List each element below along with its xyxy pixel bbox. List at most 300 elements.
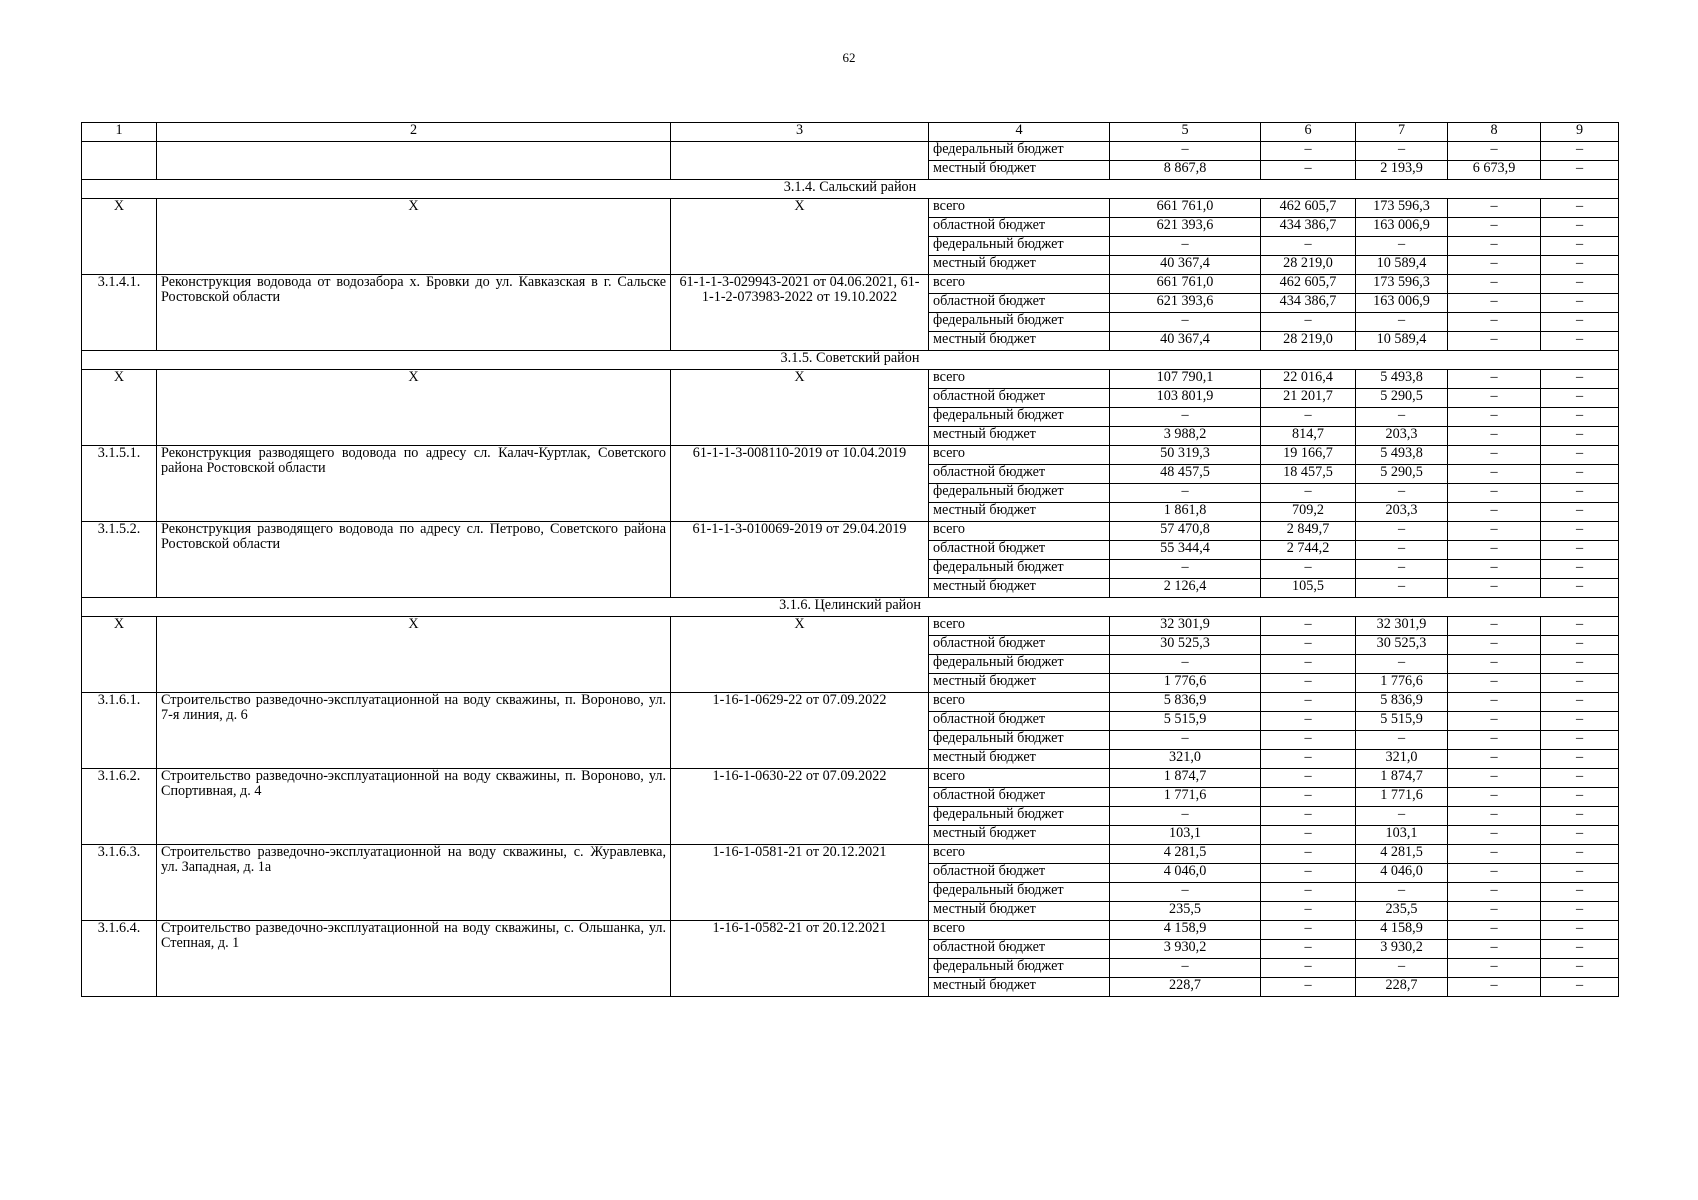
budget-value: –	[1541, 256, 1619, 275]
budget-value: –	[1541, 389, 1619, 408]
budget-label: федеральный бюджет	[929, 655, 1110, 674]
budget-value: –	[1448, 199, 1541, 218]
summary-mark: Х	[157, 617, 671, 693]
budget-value: –	[1261, 826, 1356, 845]
budget-label: федеральный бюджет	[929, 560, 1110, 579]
budget-value: –	[1541, 465, 1619, 484]
budget-value: –	[1541, 617, 1619, 636]
budget-value: –	[1448, 826, 1541, 845]
budget-value: –	[1448, 693, 1541, 712]
budget-value: –	[1541, 788, 1619, 807]
item-number: 3.1.6.4.	[82, 921, 157, 997]
budget-value: 1 874,7	[1110, 769, 1261, 788]
budget-value: –	[1261, 142, 1356, 161]
budget-value: 28 219,0	[1261, 256, 1356, 275]
budget-value: –	[1261, 617, 1356, 636]
budget-label: всего	[929, 845, 1110, 864]
item-number: 3.1.6.1.	[82, 693, 157, 769]
budget-value: –	[1541, 541, 1619, 560]
budget-value: 1 776,6	[1110, 674, 1261, 693]
budget-value: 105,5	[1261, 579, 1356, 598]
budget-value: –	[1261, 769, 1356, 788]
item-name: Строительство разведочно-эксплуатационной на воду скважины, с. Журавлевка, ул. Западная, д. 1а	[157, 845, 671, 921]
budget-value: –	[1261, 845, 1356, 864]
section-row	[82, 351, 1619, 370]
budget-value: –	[1356, 883, 1448, 902]
budget-label: местный бюджет	[929, 427, 1110, 446]
budget-value: –	[1541, 921, 1619, 940]
budget-value: –	[1261, 940, 1356, 959]
empty-cell	[82, 142, 157, 180]
budget-label: областной бюджет	[929, 712, 1110, 731]
budget-label: местный бюджет	[929, 674, 1110, 693]
budget-label: федеральный бюджет	[929, 484, 1110, 503]
budget-value: 50 319,3	[1110, 446, 1261, 465]
budget-value: 814,7	[1261, 427, 1356, 446]
budget-value: –	[1356, 408, 1448, 427]
budget-value: –	[1448, 636, 1541, 655]
budget-value: 30 525,3	[1110, 636, 1261, 655]
budget-value: 3 930,2	[1110, 940, 1261, 959]
budget-value: –	[1110, 731, 1261, 750]
budget-value: 5 836,9	[1110, 693, 1261, 712]
budget-value: –	[1448, 427, 1541, 446]
budget-value: 321,0	[1356, 750, 1448, 769]
budget-value: –	[1261, 712, 1356, 731]
table-row	[82, 845, 1619, 864]
budget-value: 10 589,4	[1356, 332, 1448, 351]
budget-value: –	[1261, 408, 1356, 427]
budget-value: –	[1261, 921, 1356, 940]
budget-value: –	[1261, 655, 1356, 674]
budget-value: 28 219,0	[1261, 332, 1356, 351]
budget-value: –	[1110, 655, 1261, 674]
budget-value: –	[1448, 294, 1541, 313]
budget-value: 1 771,6	[1356, 788, 1448, 807]
budget-value: –	[1261, 237, 1356, 256]
budget-value: –	[1541, 522, 1619, 541]
budget-label: федеральный бюджет	[929, 883, 1110, 902]
budget-value: 48 457,5	[1110, 465, 1261, 484]
budget-value: –	[1261, 807, 1356, 826]
budget-value: –	[1356, 142, 1448, 161]
budget-value: –	[1541, 674, 1619, 693]
budget-label: всего	[929, 275, 1110, 294]
budget-value: –	[1448, 579, 1541, 598]
section-title: 3.1.5. Советский район	[82, 351, 1619, 370]
summary-mark: Х	[671, 199, 929, 275]
budget-label: федеральный бюджет	[929, 237, 1110, 256]
item-document: 1-16-1-0630-22 от 07.09.2022	[671, 769, 929, 845]
item-name: Реконструкция разводящего водовода по адресу сл. Петрово, Советского района Ростовской области	[157, 522, 671, 598]
budget-value: 173 596,3	[1356, 275, 1448, 294]
column-header: 1	[82, 123, 157, 142]
section-row	[82, 180, 1619, 199]
budget-value: –	[1541, 978, 1619, 997]
item-document: 1-16-1-0582-21 от 20.12.2021	[671, 921, 929, 997]
budget-label: всего	[929, 769, 1110, 788]
budget-value: –	[1541, 370, 1619, 389]
budget-value: –	[1448, 750, 1541, 769]
budget-value: 1 776,6	[1356, 674, 1448, 693]
summary-mark: Х	[671, 370, 929, 446]
budget-value: 434 386,7	[1261, 294, 1356, 313]
budget-value: 4 046,0	[1356, 864, 1448, 883]
budget-value: –	[1110, 807, 1261, 826]
item-document: 61-1-1-3-010069-2019 от 29.04.2019	[671, 522, 929, 598]
budget-value: –	[1356, 237, 1448, 256]
budget-value: –	[1541, 826, 1619, 845]
budget-value: –	[1448, 959, 1541, 978]
budget-value: –	[1356, 560, 1448, 579]
budget-value: 621 393,6	[1110, 218, 1261, 237]
budget-value: 30 525,3	[1356, 636, 1448, 655]
budget-value: –	[1261, 902, 1356, 921]
budget-label: областной бюджет	[929, 636, 1110, 655]
budget-value: –	[1448, 731, 1541, 750]
budget-value: –	[1448, 237, 1541, 256]
budget-label: всего	[929, 370, 1110, 389]
budget-label: областной бюджет	[929, 940, 1110, 959]
budget-value: 4 046,0	[1110, 864, 1261, 883]
budget-value: 40 367,4	[1110, 256, 1261, 275]
budget-value: –	[1261, 313, 1356, 332]
budget-value: 228,7	[1110, 978, 1261, 997]
budget-value: 5 493,8	[1356, 370, 1448, 389]
item-document: 61-1-1-3-029943-2021 от 04.06.2021, 61-1-1-2-073983-2022 от 19.10.2022	[671, 275, 929, 351]
budget-value: –	[1541, 484, 1619, 503]
column-header: 7	[1356, 123, 1448, 142]
budget-value: –	[1541, 503, 1619, 522]
budget-value: 55 344,4	[1110, 541, 1261, 560]
budget-value: –	[1448, 978, 1541, 997]
budget-value: –	[1541, 655, 1619, 674]
budget-value: –	[1541, 237, 1619, 256]
budget-value: 661 761,0	[1110, 199, 1261, 218]
budget-value: –	[1448, 408, 1541, 427]
budget-value: –	[1448, 807, 1541, 826]
budget-value: 103 801,9	[1110, 389, 1261, 408]
budget-value: 4 158,9	[1356, 921, 1448, 940]
budget-value: 321,0	[1110, 750, 1261, 769]
budget-value: –	[1261, 674, 1356, 693]
budget-value: 235,5	[1356, 902, 1448, 921]
budget-value: 163 006,9	[1356, 294, 1448, 313]
budget-value: –	[1448, 446, 1541, 465]
budget-value: 5 290,5	[1356, 465, 1448, 484]
budget-value: –	[1448, 332, 1541, 351]
budget-value: 19 166,7	[1261, 446, 1356, 465]
table-row	[82, 693, 1619, 712]
summary-mark: Х	[157, 199, 671, 275]
budget-label: всего	[929, 693, 1110, 712]
budget-value: –	[1448, 864, 1541, 883]
budget-label: местный бюджет	[929, 750, 1110, 769]
budget-table	[81, 122, 1619, 997]
summary-mark: Х	[82, 199, 157, 275]
budget-value: –	[1448, 655, 1541, 674]
budget-value: –	[1356, 579, 1448, 598]
budget-value: –	[1541, 731, 1619, 750]
budget-value: –	[1541, 294, 1619, 313]
budget-value: 1 874,7	[1356, 769, 1448, 788]
budget-label: федеральный бюджет	[929, 959, 1110, 978]
budget-value: 235,5	[1110, 902, 1261, 921]
item-number: 3.1.6.2.	[82, 769, 157, 845]
column-header: 9	[1541, 123, 1619, 142]
budget-value: –	[1541, 769, 1619, 788]
budget-label: областной бюджет	[929, 389, 1110, 408]
budget-value: –	[1448, 389, 1541, 408]
table-row	[82, 142, 1619, 161]
budget-value: 57 470,8	[1110, 522, 1261, 541]
budget-label: местный бюджет	[929, 256, 1110, 275]
budget-value: –	[1541, 864, 1619, 883]
budget-value: –	[1261, 161, 1356, 180]
item-name: Реконструкция водовода от водозабора х. Бровки до ул. Кавказская в г. Сальске Ростовской области	[157, 275, 671, 351]
column-header: 2	[157, 123, 671, 142]
budget-value: –	[1541, 332, 1619, 351]
budget-value: –	[1541, 275, 1619, 294]
budget-value: 5 290,5	[1356, 389, 1448, 408]
budget-value: –	[1448, 275, 1541, 294]
budget-value: –	[1541, 560, 1619, 579]
budget-value: –	[1356, 522, 1448, 541]
table-row	[82, 921, 1619, 940]
budget-value: 462 605,7	[1261, 275, 1356, 294]
budget-value: –	[1541, 579, 1619, 598]
budget-value: 1 771,6	[1110, 788, 1261, 807]
budget-value: –	[1448, 712, 1541, 731]
budget-label: местный бюджет	[929, 978, 1110, 997]
budget-value: 163 006,9	[1356, 218, 1448, 237]
budget-value: –	[1448, 541, 1541, 560]
budget-value: –	[1448, 940, 1541, 959]
budget-value: 2 849,7	[1261, 522, 1356, 541]
budget-value: –	[1261, 864, 1356, 883]
budget-value: –	[1541, 940, 1619, 959]
budget-value: 4 281,5	[1356, 845, 1448, 864]
budget-value: –	[1541, 959, 1619, 978]
budget-value: –	[1541, 313, 1619, 332]
budget-value: –	[1541, 636, 1619, 655]
item-number: 3.1.5.2.	[82, 522, 157, 598]
budget-value: –	[1541, 750, 1619, 769]
budget-label: федеральный бюджет	[929, 313, 1110, 332]
budget-value: –	[1448, 560, 1541, 579]
budget-value: 173 596,3	[1356, 199, 1448, 218]
budget-value: –	[1541, 427, 1619, 446]
item-document: 61-1-1-3-008110-2019 от 10.04.2019	[671, 446, 929, 522]
budget-value: –	[1541, 446, 1619, 465]
column-header: 8	[1448, 123, 1541, 142]
budget-value: 434 386,7	[1261, 218, 1356, 237]
budget-value: 107 790,1	[1110, 370, 1261, 389]
budget-label: областной бюджет	[929, 218, 1110, 237]
budget-value: –	[1448, 902, 1541, 921]
page-number: 62	[842, 50, 856, 65]
summary-row	[82, 199, 1619, 218]
budget-value: 203,3	[1356, 503, 1448, 522]
budget-value: –	[1261, 636, 1356, 655]
budget-value: 103,1	[1356, 826, 1448, 845]
budget-value: –	[1448, 313, 1541, 332]
budget-value: –	[1448, 370, 1541, 389]
budget-value: 462 605,7	[1261, 199, 1356, 218]
budget-value: –	[1448, 218, 1541, 237]
section-title: 3.1.6. Целинский район	[82, 598, 1619, 617]
budget-value: –	[1448, 674, 1541, 693]
budget-value: –	[1448, 142, 1541, 161]
budget-value: –	[1448, 788, 1541, 807]
budget-value: –	[1261, 731, 1356, 750]
budget-value: 22 016,4	[1261, 370, 1356, 389]
budget-label: местный бюджет	[929, 902, 1110, 921]
budget-label: областной бюджет	[929, 541, 1110, 560]
budget-value: 5 493,8	[1356, 446, 1448, 465]
budget-value: –	[1541, 883, 1619, 902]
budget-value: –	[1448, 617, 1541, 636]
budget-value: 2 193,9	[1356, 161, 1448, 180]
budget-value: 2 126,4	[1110, 579, 1261, 598]
budget-value: –	[1356, 959, 1448, 978]
budget-value: 621 393,6	[1110, 294, 1261, 313]
item-document: 1-16-1-0581-21 от 20.12.2021	[671, 845, 929, 921]
budget-value: 661 761,0	[1110, 275, 1261, 294]
budget-value: –	[1448, 503, 1541, 522]
budget-value: –	[1110, 408, 1261, 427]
budget-value: –	[1541, 161, 1619, 180]
empty-cell	[671, 142, 929, 180]
budget-value: –	[1541, 693, 1619, 712]
budget-value: 3 988,2	[1110, 427, 1261, 446]
budget-label: федеральный бюджет	[929, 408, 1110, 427]
budget-value: –	[1261, 883, 1356, 902]
budget-label: областной бюджет	[929, 465, 1110, 484]
budget-value: 18 457,5	[1261, 465, 1356, 484]
budget-value: –	[1110, 560, 1261, 579]
budget-value: 40 367,4	[1110, 332, 1261, 351]
budget-value: –	[1356, 313, 1448, 332]
budget-value: –	[1356, 731, 1448, 750]
budget-label: местный бюджет	[929, 332, 1110, 351]
budget-value: –	[1110, 142, 1261, 161]
summary-row	[82, 370, 1619, 389]
budget-value: –	[1448, 845, 1541, 864]
budget-value: 6 673,9	[1448, 161, 1541, 180]
budget-value: 32 301,9	[1356, 617, 1448, 636]
table-row	[82, 446, 1619, 465]
budget-label: всего	[929, 522, 1110, 541]
item-number: 3.1.5.1.	[82, 446, 157, 522]
budget-label: федеральный бюджет	[929, 807, 1110, 826]
budget-value: 1 861,8	[1110, 503, 1261, 522]
summary-mark: Х	[157, 370, 671, 446]
budget-value: 5 836,9	[1356, 693, 1448, 712]
budget-value: –	[1448, 465, 1541, 484]
budget-label: всего	[929, 921, 1110, 940]
budget-value: –	[1448, 256, 1541, 275]
item-number: 3.1.6.3.	[82, 845, 157, 921]
budget-label: всего	[929, 199, 1110, 218]
budget-value: 103,1	[1110, 826, 1261, 845]
budget-value: –	[1110, 484, 1261, 503]
budget-value: –	[1448, 769, 1541, 788]
table-header-row	[82, 123, 1619, 142]
budget-value: –	[1541, 408, 1619, 427]
budget-value: 3 930,2	[1356, 940, 1448, 959]
item-name: Строительство разведочно-эксплуатационной на воду скважины, п. Вороново, ул. Спортивная, д. 4	[157, 769, 671, 845]
budget-value: 21 201,7	[1261, 389, 1356, 408]
item-number: 3.1.4.1.	[82, 275, 157, 351]
budget-value: –	[1448, 484, 1541, 503]
budget-label: местный бюджет	[929, 503, 1110, 522]
budget-label: всего	[929, 617, 1110, 636]
budget-value: 2 744,2	[1261, 541, 1356, 560]
budget-value: 228,7	[1356, 978, 1448, 997]
item-document: 1-16-1-0629-22 от 07.09.2022	[671, 693, 929, 769]
budget-value: 709,2	[1261, 503, 1356, 522]
budget-value: 4 281,5	[1110, 845, 1261, 864]
item-name: Строительство разведочно-эксплуатационной на воду скважины, п. Вороново, ул. 7-я линия, д. 6	[157, 693, 671, 769]
budget-value: –	[1261, 484, 1356, 503]
budget-value: 203,3	[1356, 427, 1448, 446]
item-name: Реконструкция разводящего водовода по адресу сл. Калач-Куртлак, Советского района Ростовской области	[157, 446, 671, 522]
budget-value: –	[1541, 712, 1619, 731]
budget-value: –	[1110, 237, 1261, 256]
budget-value: –	[1261, 788, 1356, 807]
table-row	[82, 522, 1619, 541]
empty-cell	[157, 142, 671, 180]
budget-value: –	[1356, 655, 1448, 674]
budget-label: областной бюджет	[929, 788, 1110, 807]
table-row	[82, 769, 1619, 788]
budget-value: –	[1356, 484, 1448, 503]
budget-value: –	[1261, 750, 1356, 769]
budget-value: 8 867,8	[1110, 161, 1261, 180]
budget-value: –	[1110, 313, 1261, 332]
budget-value: –	[1541, 902, 1619, 921]
budget-value: 5 515,9	[1110, 712, 1261, 731]
budget-value: –	[1110, 883, 1261, 902]
budget-label: областной бюджет	[929, 864, 1110, 883]
budget-value: 10 589,4	[1356, 256, 1448, 275]
budget-value: –	[1356, 541, 1448, 560]
budget-label: областной бюджет	[929, 294, 1110, 313]
budget-value: –	[1261, 560, 1356, 579]
budget-value: –	[1541, 199, 1619, 218]
budget-label: федеральный бюджет	[929, 731, 1110, 750]
budget-value: –	[1448, 921, 1541, 940]
summary-row	[82, 617, 1619, 636]
budget-value: –	[1541, 218, 1619, 237]
budget-label: всего	[929, 446, 1110, 465]
budget-value: –	[1261, 978, 1356, 997]
budget-value: –	[1261, 959, 1356, 978]
budget-value: –	[1448, 522, 1541, 541]
table-row	[82, 275, 1619, 294]
column-header: 5	[1110, 123, 1261, 142]
column-header: 4	[929, 123, 1110, 142]
budget-value: –	[1448, 883, 1541, 902]
section-title: 3.1.4. Сальский район	[82, 180, 1619, 199]
budget-label: местный бюджет	[929, 579, 1110, 598]
summary-mark: Х	[82, 370, 157, 446]
budget-value: –	[1541, 807, 1619, 826]
section-row	[82, 598, 1619, 617]
budget-value: 32 301,9	[1110, 617, 1261, 636]
budget-value: –	[1356, 807, 1448, 826]
